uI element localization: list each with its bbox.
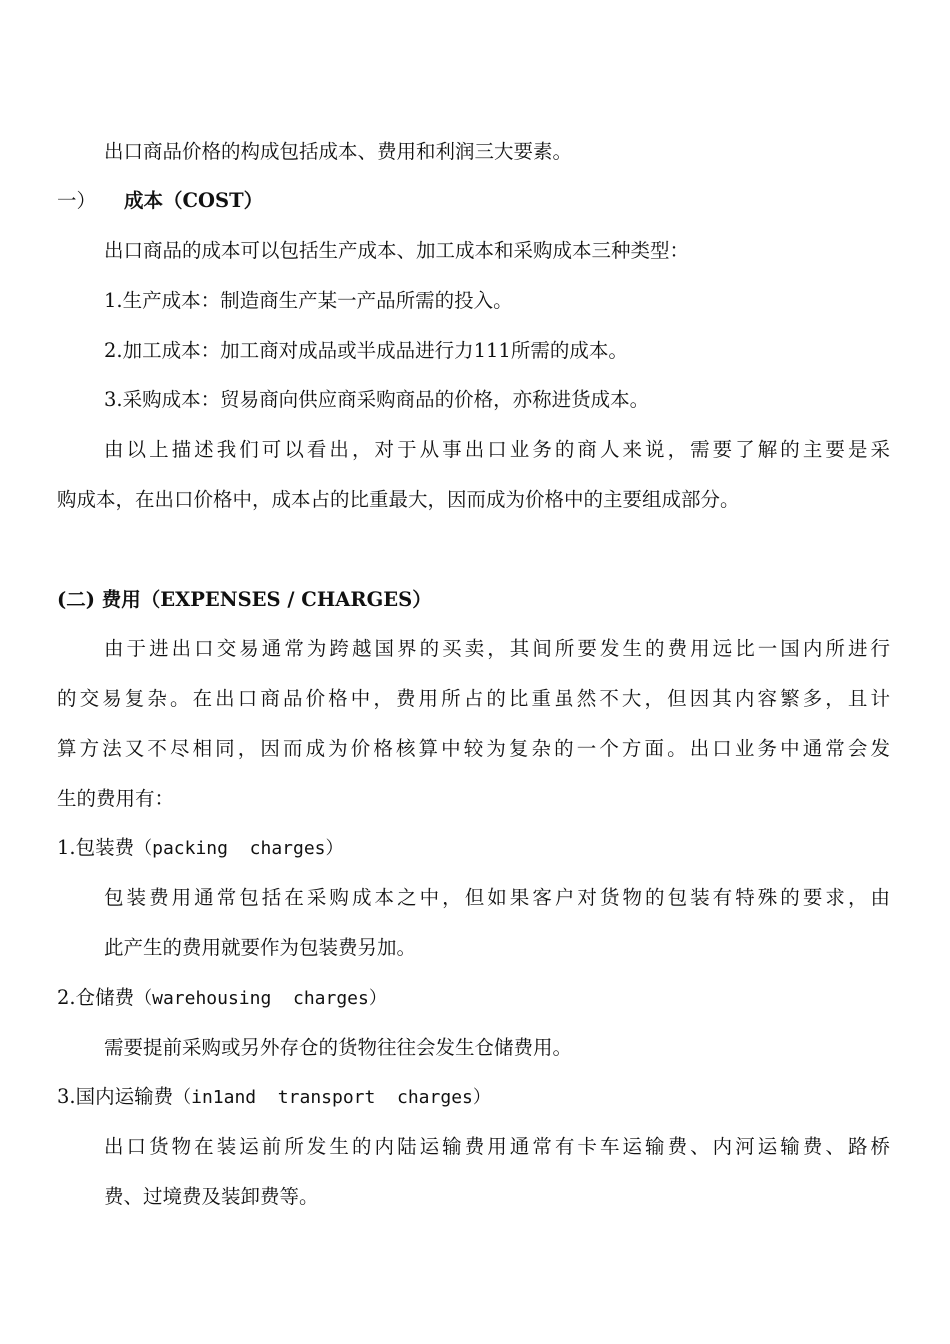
- section1-item-3: 3.采购成本：贸易商向供应商采购商品的价格，亦称进货成本。: [104, 388, 650, 411]
- intro-paragraph: 出口商品价格的构成包括成本、费用和利润三大要素。: [104, 140, 573, 163]
- section1-title: 成本（COST）: [124, 189, 264, 212]
- expense-item-inland-en: （in1and transport charges）: [173, 1087, 491, 1108]
- expense-item-warehousing-zh: 2.仓储费: [57, 986, 135, 1009]
- expense-item-packing-desc-2: 此产生的费用就要作为包装费另加。: [104, 936, 417, 959]
- section1-intro: 出口商品的成本可以包括生产成本、加工成本和采购成本三种类型：: [104, 239, 690, 262]
- section2-para-line-2: 的交易复杂。在出口商品价格中，费用所占的比重虽然不大，但因其内容繁多，且计: [57, 687, 890, 710]
- section2-heading: (二) 费用（EXPENSES / CHARGES）: [57, 588, 432, 611]
- expense-item-warehousing-title: [57, 984, 387, 1012]
- expense-item-warehousing-desc-1: 需要提前采购或另外存仓的货物往往会发生仓储费用。: [104, 1036, 573, 1059]
- expense-item-warehousing-en: （warehousing charges）: [134, 988, 387, 1009]
- expense-item-inland-title: [57, 1083, 491, 1111]
- expense-item-inland-desc-2: 费、过境费及装卸费等。: [104, 1185, 319, 1208]
- expense-item-inland-desc-1: 出口货物在装运前所发生的内陆运输费用通常有卡车运输费、内河运输费、路桥: [104, 1135, 890, 1158]
- section1-number: 一）: [57, 189, 97, 212]
- expense-item-packing-zh: 1.包装费: [57, 836, 135, 859]
- section1-summary-line-2: 购成本，在出口价格中，成本占的比重最大，因而成为价格中的主要组成部分。: [57, 488, 740, 511]
- section1-item-2: 2.加工成本：加工商对成品或半成品进行力111所需的成本。: [104, 339, 628, 362]
- expense-item-packing-title: [57, 834, 344, 862]
- expense-item-inland-zh: 3.国内运输费: [57, 1085, 174, 1108]
- expense-item-packing-en: （packing charges）: [134, 838, 344, 859]
- expense-item-packing-desc-1: 包装费用通常包括在采购成本之中，但如果客户对货物的包装有特殊的要求，由: [104, 886, 890, 909]
- section1-item-1: 1.生产成本：制造商生产某一产品所需的投入。: [104, 289, 513, 312]
- section2-para-line-4: 生的费用有：: [57, 787, 175, 810]
- section2-para-line-3: 算方法又不尽相同，因而成为价格核算中较为复杂的一个方面。出口业务中通常会发: [57, 737, 890, 760]
- section2-para-line-1: 由于进出口交易通常为跨越国界的买卖，其间所要发生的费用远比一国内所进行: [104, 637, 890, 660]
- section1-summary-line-1: 由以上描述我们可以看出，对于从事出口业务的商人来说，需要了解的主要是采: [104, 438, 890, 461]
